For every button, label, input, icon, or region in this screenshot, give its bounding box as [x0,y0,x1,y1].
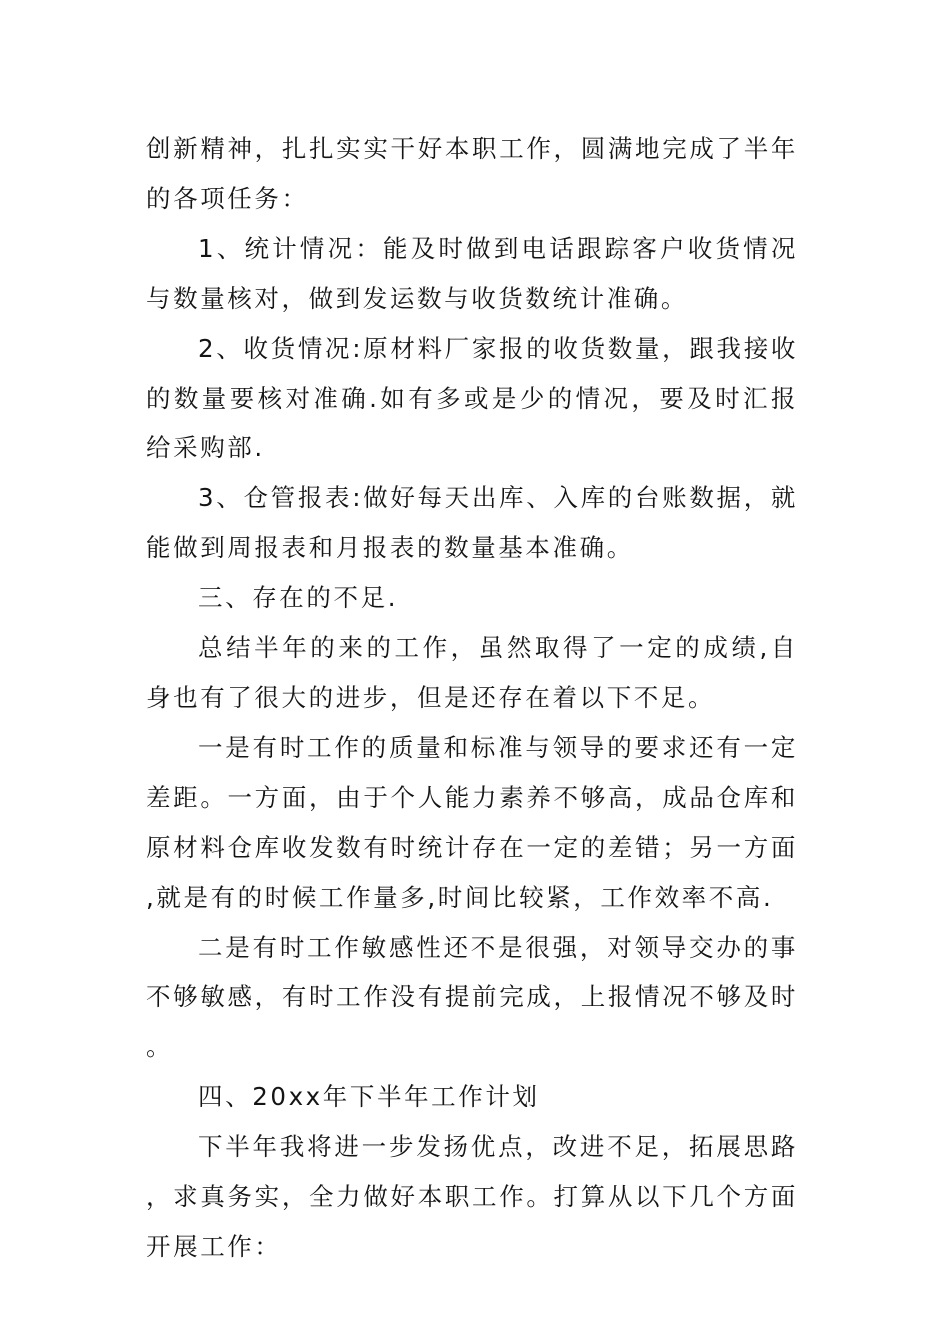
paragraph-summary: 总结半年的来的工作，虽然取得了一定的成绩,自身也有了很大的进步，但是还存在着以下不足。 [146,633,798,712]
section-heading-plan: 四、20xx年下半年工作计划 [198,1082,540,1112]
paragraph-tasks-intro: 创新精神，扎扎实实干好本职工作，圆满地完成了半年的各项任务： [146,134,798,213]
paragraph-shortcoming-one: 一是有时工作的质量和标准与领导的要求还有一定差距。一方面，由于个人能力素养不够高，成品仓库和原材料仓库收发数有时统计存在一定的差错；另一方面,就是有的时候工作量多,时间比较紧，工作效率不高. [146,732,798,912]
paragraph-warehouse-report: 3、仓管报表:做好每天出库、入库的台账数据，就能做到周报表和月报表的数量基本准确。 [146,483,798,563]
document-body [146,124,798,1272]
section-heading-shortcomings: 三、存在的不足. [198,583,399,613]
paragraph-plan: 下半年我将进一步发扬优点，改进不足，拓展思路，求真务实，全力做好本职工作。打算从以下几个方面开展工作： [146,1132,798,1261]
paragraph-receiving: 2、收货情况:原材料厂家报的收货数量，跟我接收的数量要核对准确.如有多或是少的情况，要及时汇报给采购部. [146,333,798,463]
paragraph-shortcoming-two: 二是有时工作敏感性还不是很强，对领导交办的事不够敏感，有时工作没有提前完成，上报情况不够及时。 [146,932,798,1062]
paragraph-statistics: 1、统计情况：能及时做到电话跟踪客户收货情况与数量核对，做到发运数与收货数统计准确。 [146,233,798,313]
